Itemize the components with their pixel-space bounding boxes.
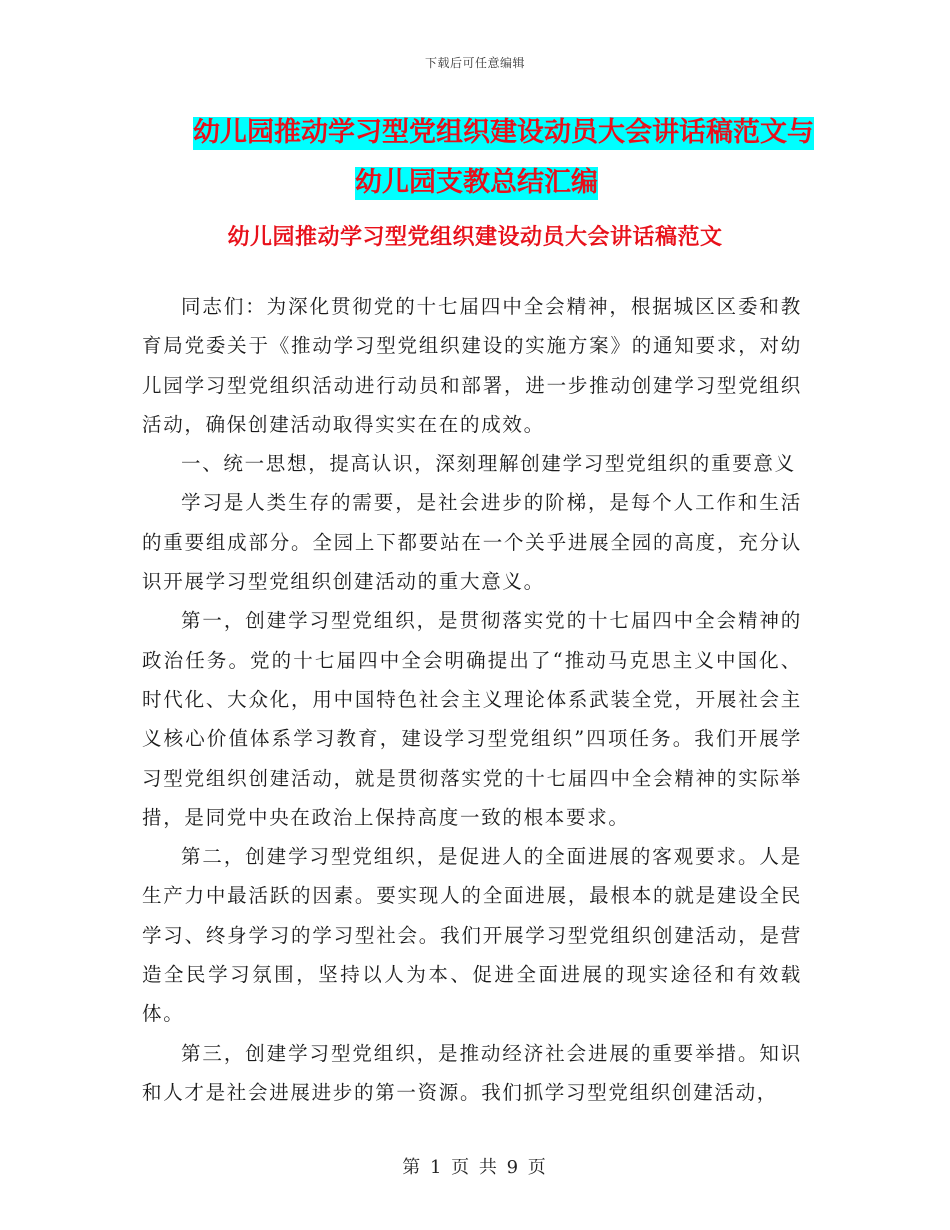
document-title-line-1	[145, 108, 835, 158]
title-highlight: 幼儿园支教总结汇编	[355, 167, 598, 198]
body-paragraph: 一、统一思想，提高认识，深刻理解创建学习型党组织的重要意义	[181, 452, 796, 476]
document-title	[145, 108, 835, 208]
body-paragraph: 学习是人类生存的需要，是社会进步的阶梯，是每个人工作和生活的重要组成部分。全园上下都要站在一个关乎进展全园的高度，充分认识开展学习型党组织创建活动的重大意义。	[142, 491, 802, 594]
page-number-footer: 第 1 页 共 9 页	[402, 1157, 548, 1178]
document-body	[142, 287, 802, 1112]
body-paragraph: 第一，创建学习型党组织，是贯彻落实党的十七届四中全会精神的政治任务。党的十七届四中全会明确提出了“推动马克思主义中国化、时代化、大众化，用中国特色社会主义理论体系武装全党，开展社会主义核心价值体系学习教育，建设学习型党组织”四项任务。我们开展学习型党组织创建活动，就是贯彻落实党的十七届四中全会精神的实际举措，是同党中央在政治上保持高度一致的根本要求。	[142, 609, 802, 829]
title-highlight: 幼儿园推动学习型党组织建设动员大会讲话稿范文与	[193, 117, 814, 148]
body-paragraph: 第二，创建学习型党组织，是促进人的全面进展的客观要求。人是生产力中最活跃的因素。要实现人的全面进展，最根本的就是建设全民学习、终身学习的学习型社会。我们开展学习型党组织创建活动，是营造全民学习氛围，坚持以人为本、促进全面进展的现实途径和有效载体。	[142, 845, 802, 1026]
section-heading: 幼儿园推动学习型党组织建设动员大会讲话稿范文	[227, 225, 723, 250]
document-title-line-2	[145, 158, 835, 208]
page-header-note: 下载后可任意编辑	[424, 56, 525, 70]
body-paragraph: 同志们：为深化贯彻党的十七届四中全会精神，根据城区区委和教育局党委关于《推动学习型党组织建设的实施方案》的通知要求，对幼儿园学习型党组织活动进行动员和部署，进一步推动创建学习型党组织活动，确保创建活动取得实实在在的成效。	[142, 295, 802, 436]
body-paragraph: 第三，创建学习型党组织，是推动经济社会进展的重要举措。知识和人才是社会进展进步的第一资源。我们抓学习型党组织创建活动，	[142, 1041, 802, 1104]
